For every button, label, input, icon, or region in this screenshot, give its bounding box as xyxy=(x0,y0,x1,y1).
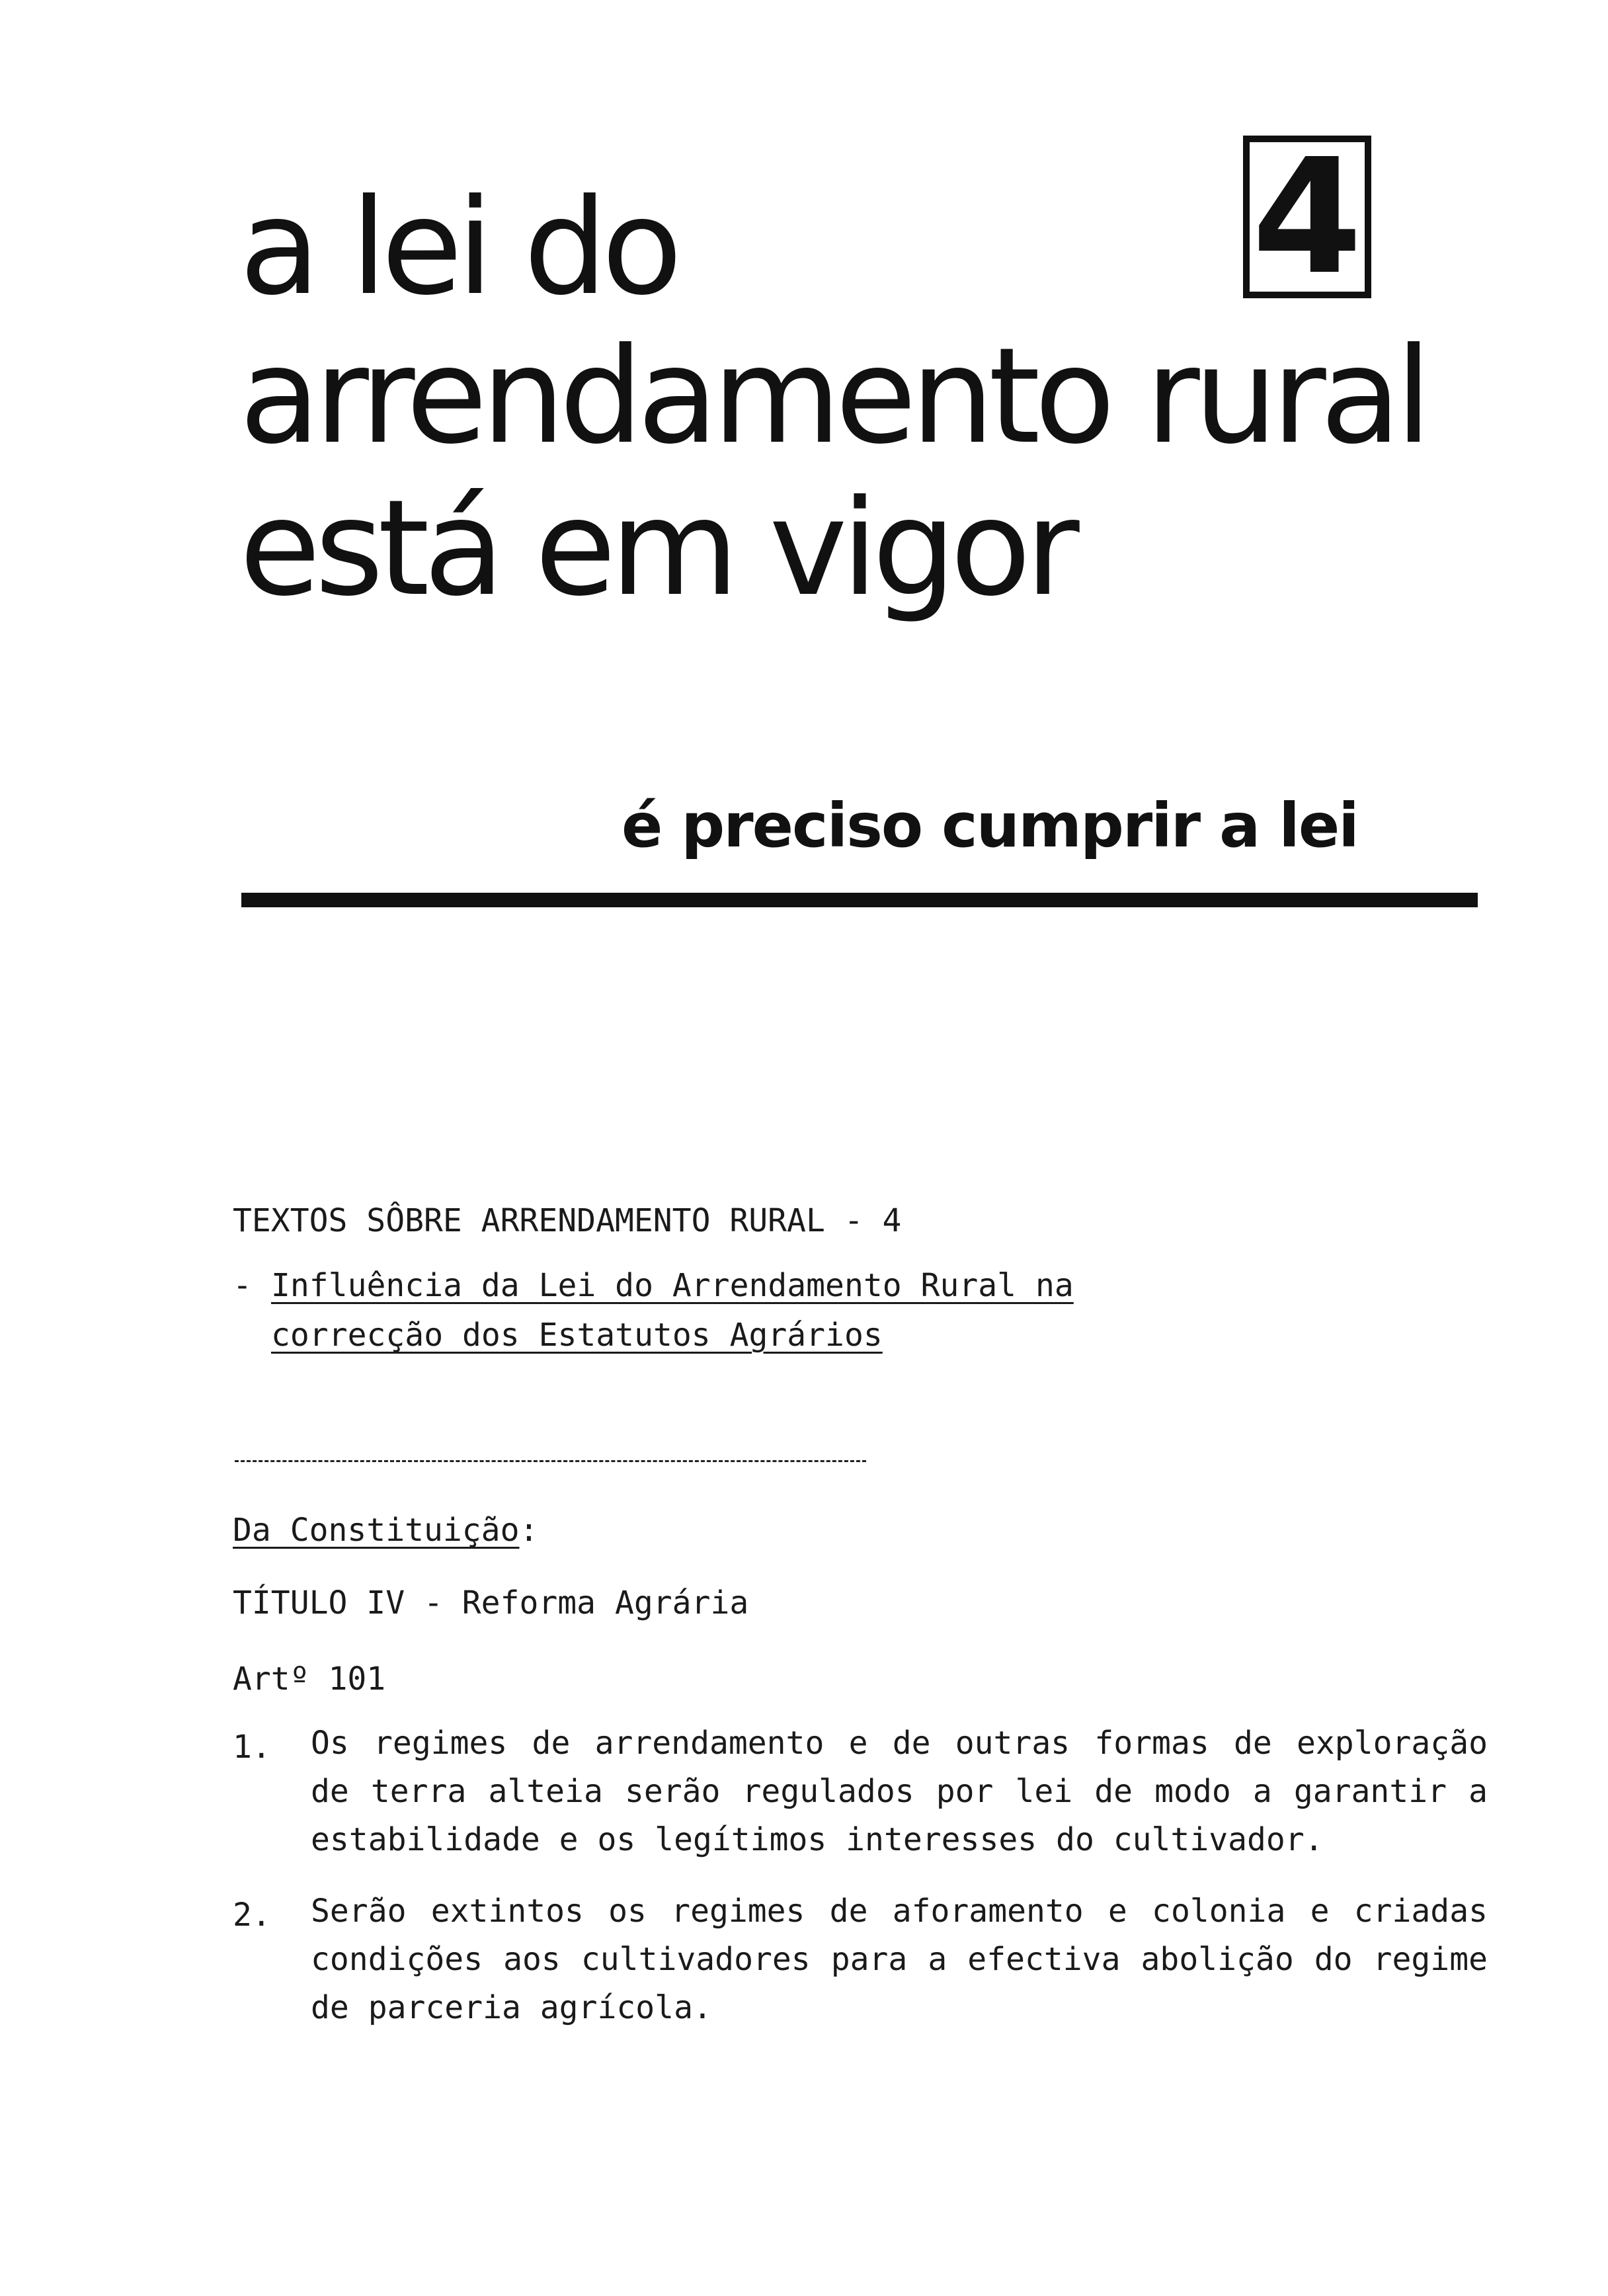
item-2-text: Serão extintos os regimes de aforamento e colonia e criadas condições aos cultivadores para a efectiva abolição do regime de parceria agrícola. xyxy=(311,1893,1488,2026)
source-label-colon: : xyxy=(519,1512,539,1549)
item-1-text: Os regimes de arrendamento e de outras formas de exploração de terra alteia serão regulados por lei de modo a garantir a estabilidade e os legítimos interesses do cultivador. xyxy=(311,1725,1488,1858)
issue-number-badge: 4 xyxy=(1243,136,1371,298)
article-number: Artº 101 xyxy=(233,1660,386,1698)
subtitle: é preciso cumprir a lei xyxy=(622,790,1358,861)
topic-line-1: Influência da Lei do Arrendamento Rural na xyxy=(271,1267,1074,1304)
title-line-2: arrendamento rural xyxy=(239,319,1426,473)
series-heading: TEXTOS SÔBRE ARRENDAMENTO RURAL - 4 xyxy=(233,1202,902,1239)
item-1-number: 1. xyxy=(233,1729,271,1766)
source-label-text: Da Constituição xyxy=(233,1512,520,1549)
source-label xyxy=(233,1512,539,1549)
topic-line-2: correcção dos Estatutos Agrários xyxy=(271,1317,883,1354)
topic-dash: - xyxy=(233,1267,252,1304)
item-2-number: 2. xyxy=(233,1897,271,1934)
section-divider xyxy=(235,1460,866,1462)
title-line-1: a lei do xyxy=(239,171,677,325)
title-line-3: está em vigor xyxy=(239,472,1074,626)
heading-divider xyxy=(241,893,1478,907)
title-iv-heading: TÍTULO IV - Reforma Agrária xyxy=(233,1584,749,1621)
